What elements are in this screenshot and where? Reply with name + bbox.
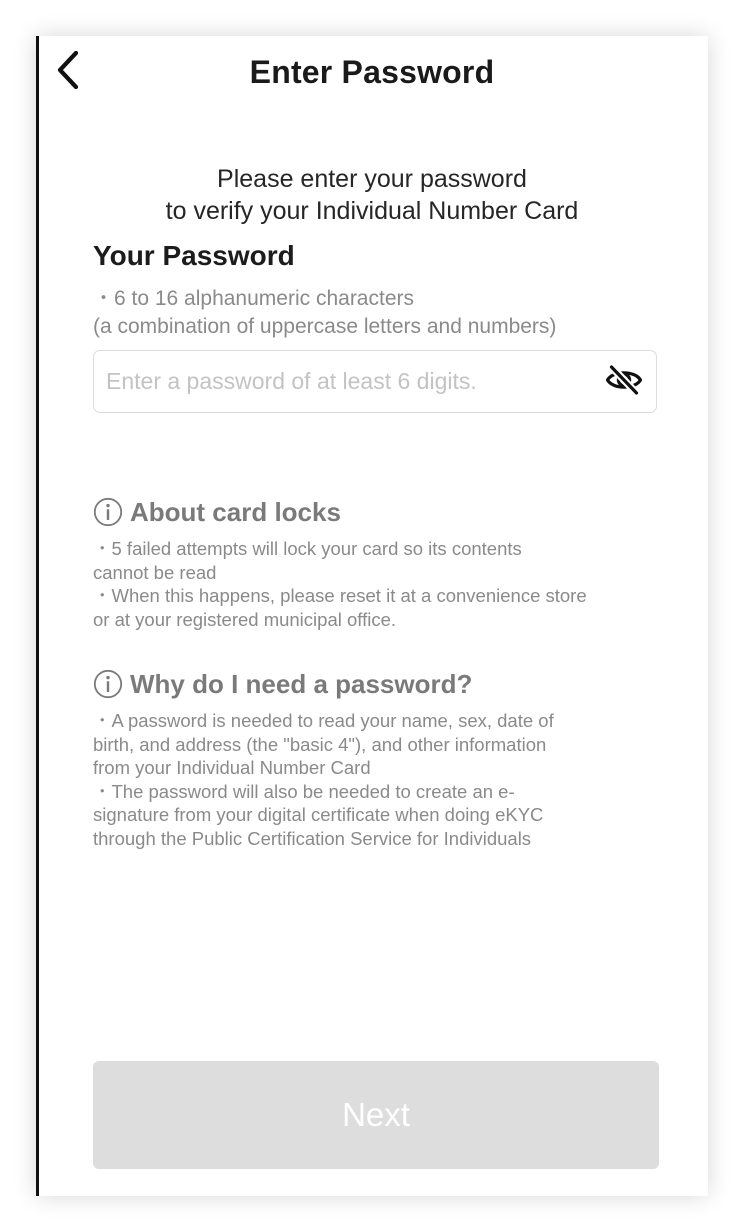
eye-off-icon xyxy=(605,363,643,402)
card-locks-body xyxy=(93,537,673,631)
why-password-line: from your Individual Number Card xyxy=(93,757,371,778)
card-locks-section xyxy=(93,495,673,631)
password-input[interactable] xyxy=(106,351,586,412)
why-password-line: signature from your digital certificate when doing eKYC xyxy=(93,804,544,825)
why-password-line: ・A password is needed to read your name, sex, date of xyxy=(93,710,554,731)
card-locks-heading xyxy=(93,495,673,529)
card-locks-line: ・5 failed attempts will lock your card so its contents xyxy=(93,538,522,559)
intro-line-2: to verify your Individual Number Card xyxy=(165,197,579,225)
password-field[interactable] xyxy=(93,350,657,413)
intro-text xyxy=(36,163,708,227)
why-password-title: Why do I need a password? xyxy=(130,668,473,699)
why-password-body xyxy=(93,709,673,850)
why-password-line: ・The password will also be needed to create an e- xyxy=(93,780,515,802)
why-password-line: birth, and address (the "basic 4"), and other information xyxy=(93,733,547,755)
password-hint xyxy=(93,285,556,341)
intro-line-1: Please enter your password xyxy=(217,165,527,193)
app-screen xyxy=(36,36,708,1196)
info-icon xyxy=(93,669,123,699)
password-hint-line-1: ・6 to 16 alphanumeric characters xyxy=(93,287,414,310)
card-locks-line: cannot be read xyxy=(93,561,217,583)
password-hint-line-2: (a combination of uppercase letters and numbers) xyxy=(93,315,557,338)
next-button[interactable]: Next xyxy=(93,1061,659,1169)
page-title: Enter Password xyxy=(249,54,495,90)
why-password-heading xyxy=(93,667,673,701)
password-label: Your Password xyxy=(93,240,295,271)
card-locks-title: About card locks xyxy=(130,496,341,527)
info-icon xyxy=(93,497,123,527)
why-password-section xyxy=(93,667,673,850)
card-locks-line: ・When this happens, please reset it at a convenience store xyxy=(93,585,587,606)
card-locks-line: or at your registered municipal office. xyxy=(93,608,397,630)
why-password-line: through the Public Certification Service for Individuals xyxy=(93,827,532,849)
toggle-visibility-button[interactable] xyxy=(604,363,644,401)
